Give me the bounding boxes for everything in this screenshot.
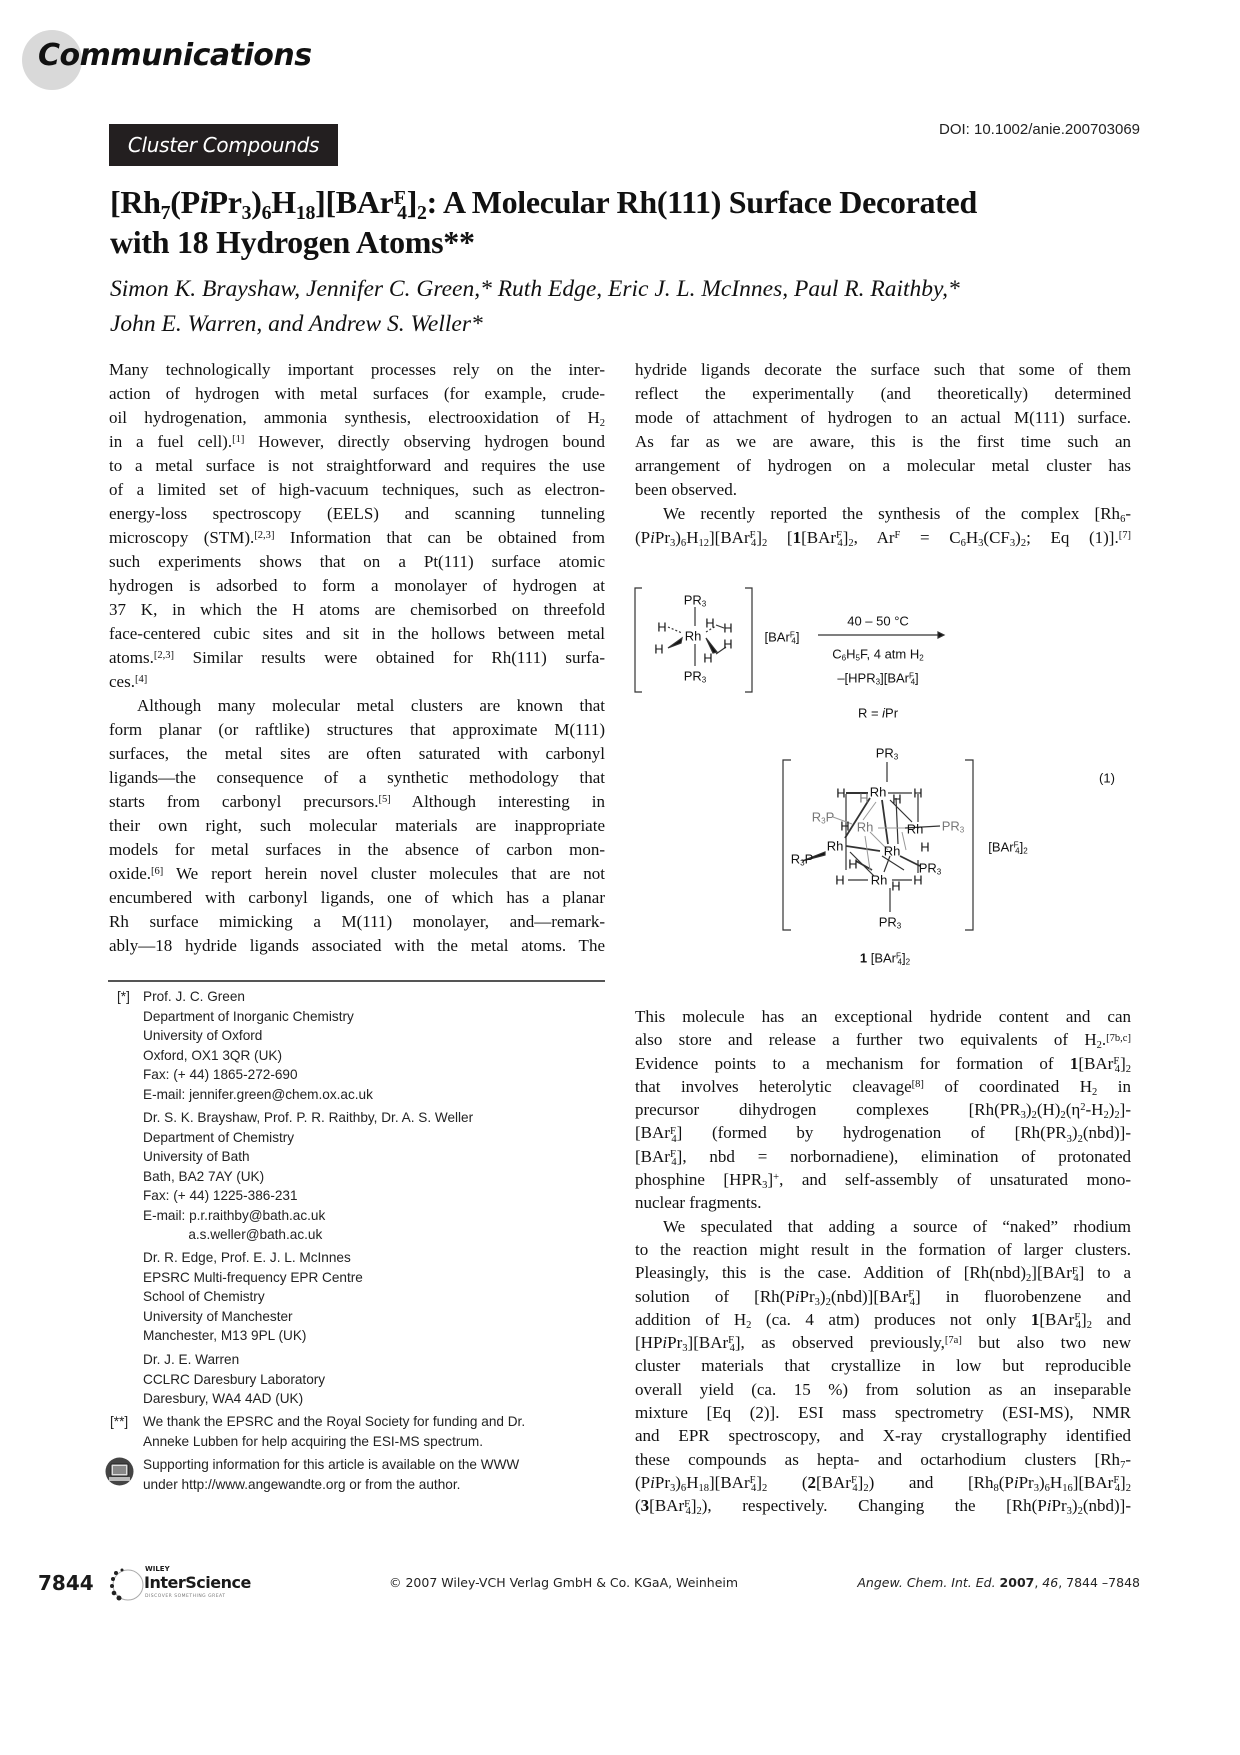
author-line: Simon K. Brayshaw, Jennifer C. Green,* Ruth Edge, Eric J. L. McInnes, Paul R. Raithby,* xyxy=(110,276,960,302)
text-line: Rh surface mimicking a M(111) monolayer, and—remark- xyxy=(109,912,605,931)
text-line: reflect the experimentally (and theoretically) determined xyxy=(635,384,1131,403)
interscience-logo xyxy=(108,1565,273,1605)
footnote-line: We thank the EPSRC and the Royal Society for funding and Dr. xyxy=(143,1414,526,1429)
affiliation-bath xyxy=(143,1108,473,1245)
text-line: oil hydrogenation, ammonia synthesis, electrooxidation of $H_2$ xyxy=(109,408,605,430)
footnote-line: a.s.weller@bath.ac.uk xyxy=(143,1227,323,1242)
footnote-line: University of Bath xyxy=(143,1149,250,1164)
text-line: We recently reported the synthesis of the complex [$Rh_6-$ xyxy=(663,504,1131,526)
text-line: to a metal surface is not straightforward and requires the use xyxy=(109,456,605,475)
logo-publisher: WILEY xyxy=(145,1565,170,1573)
text-line: [BAr$^F_4$], nbd = norbornadiene), elimination of protonated xyxy=(635,1146,1131,1168)
supporting-information xyxy=(143,1455,519,1494)
text-line: Evidence points to a mechanism for formation of $1[BAr^F_4]_2$ xyxy=(635,1053,1131,1075)
footnote-line: Department of Inorganic Chemistry xyxy=(143,1008,354,1024)
hydride-label: H xyxy=(723,620,733,636)
text-line: arrangement of hydrogen on a molecular metal cluster has xyxy=(635,456,1131,475)
product-rh-top: Rh xyxy=(869,784,887,800)
product-rh-bottom: Rh xyxy=(870,872,888,888)
text-line: also store and release a further two equivalents of $H_2.[7b,c]$ xyxy=(635,1030,1131,1052)
text-line: $(PiPr_3)_6H_{18}][BAr^F_4]_2$ $(2[BAr^F_4]_2)$ and $[Rh_8(PiPr_3)_6H_{16}][BAr^F_4]_2$ xyxy=(635,1472,1131,1495)
hydride-label: H xyxy=(920,839,930,855)
text-line: that involves heterolytic cleavage[8] of coordinated $H_2$ in xyxy=(635,1076,1131,1099)
product-r3p-back: $R_3P$ xyxy=(811,809,835,826)
text-line: microscopy (STM).[2,3] Information that can be obtained from xyxy=(109,528,605,547)
text-line: 37 K, in which the H atoms are chemisorbed on threefold xyxy=(109,600,605,619)
hydride-label: H xyxy=(836,785,846,801)
equation-number: (1) xyxy=(1099,770,1115,786)
text-line: in a fuel cell).[1] However, directly observing hydrogen bound xyxy=(109,432,605,451)
footnote-line: Anneke Lubben for help acquiring the ESI-MS spectrum. xyxy=(143,1433,484,1449)
hydride-label: H xyxy=(913,785,923,801)
text-line: and EPR spectroscopy, and X-ray crystallography identified xyxy=(635,1426,1131,1446)
product-r3p-left: $R_3P$ xyxy=(790,851,814,868)
text-line: We speculated that adding a source of “naked” rhodium xyxy=(663,1216,1131,1236)
text-line: nuclear fragments. xyxy=(635,1193,762,1213)
product-compound-label: 1 $[BAr^F_4]_2$ xyxy=(859,950,911,967)
footnote-line: Manchester, M13 9PL (UK) xyxy=(143,1328,307,1343)
affiliation-oxford xyxy=(143,987,373,1104)
text-line: ably—18 hydride ligands associated with the metal atoms. The xyxy=(109,936,605,955)
acknowledgement xyxy=(143,1412,525,1451)
text-line: face-centered cubic sites and sit in the hollows between metal xyxy=(109,624,605,643)
text-line: phosphine $[HPR_3]^+$, and self-assembly of unsaturated mono- xyxy=(635,1170,1131,1192)
author-line: John E. Warren, and Andrew S. Weller* xyxy=(110,311,483,337)
affiliation-daresbury xyxy=(143,1350,325,1409)
text-line: of a limited set of high-vacuum techniques, such as electron- xyxy=(109,480,605,499)
product-counterion: $[BAr^F_4]_2$ xyxy=(988,839,1028,856)
text-line: $(3[BAr^F_4]_2)$, respectively. Changing the $[Rh(PiPr_3)_2(nbd)]-$ xyxy=(635,1496,1131,1518)
text-line: hydride ligands decorate the surface such that some of them xyxy=(635,360,1131,379)
text-line: This molecule has an exceptional hydride content and can xyxy=(635,1007,1131,1026)
hydride-label: H xyxy=(723,636,733,652)
computer-icon xyxy=(105,1457,134,1486)
text-line: $(PiPr_3)_6H_{12}][BAr^F_4]_2$ [$1[BAr^F_4]_2$, $Ar^F = C_6H_3(CF_3)_2$; Eq (1)].[7] xyxy=(635,528,1131,550)
footnote-line: Dr. S. K. Brayshaw, Prof. P. R. Raithby, Dr. A. S. Weller xyxy=(143,1110,474,1125)
footnote-line: under http://www.angewandte.org or from the author. xyxy=(143,1476,461,1492)
product-rh-center: Rh xyxy=(883,843,901,859)
text-line: oxide.[6] We report herein novel cluster molecules that are not xyxy=(109,864,605,883)
hydride-label: H xyxy=(840,818,850,834)
affiliation-manchester xyxy=(143,1248,363,1346)
text-line: mixture [Eq (2)]. ESI mass spectrometry (ESI-MS), NMR xyxy=(635,1403,1131,1423)
logo-name: InterScience xyxy=(144,1573,251,1592)
body-right-column-top xyxy=(635,358,1131,550)
text-line: ligands—the consequence of a synthetic methodology that xyxy=(109,768,605,787)
product-rh-back: Rh xyxy=(856,819,874,835)
globe-icon xyxy=(108,1565,148,1605)
text-line: Pleasingly, this is the case. Addition of $[Rh(nbd)_2][BAr^F_4]$ to a xyxy=(635,1263,1132,1285)
footnote-line: Dr. J. E. Warren xyxy=(143,1352,240,1367)
product-rh-left: Rh xyxy=(826,838,844,854)
text-line: ces.[4] xyxy=(109,672,148,691)
text-line: surfaces, the metal sites are often saturated with carbonyl xyxy=(109,744,605,763)
footnote-line: CCLRC Daresbury Laboratory xyxy=(143,1371,326,1387)
bracket-left xyxy=(783,760,791,930)
footnote-line: University of Manchester xyxy=(143,1308,293,1324)
text-line: Many technologically important processes rely on the inter- xyxy=(109,360,605,379)
hydride-label: H xyxy=(703,650,713,666)
text-line: these compounds as hepta- and octarhodium clusters [$Rh_7-$ xyxy=(635,1449,1131,1471)
footnote-line: University of Oxford xyxy=(143,1028,263,1043)
product-pr3-top: $PR_3$ xyxy=(875,745,899,762)
text-line: form planar (or raftlike) structures that approximate M(111) xyxy=(109,720,605,739)
text-line: addition of $H_2$ (ca. 4 atm) produces not only $1[BAr^F_4]_2$ and xyxy=(635,1309,1132,1332)
hydride-label: H xyxy=(913,872,923,888)
product-pr3-lower-right: $PR_3$ xyxy=(918,860,942,877)
footnote-line: Fax: (+ 44) 1225-386-231 xyxy=(143,1188,298,1203)
copyright: © 2007 Wiley-VCH Verlag GmbH & Co. KGaA, Weinheim xyxy=(389,1575,739,1590)
hydride-label: H xyxy=(859,790,869,806)
footnotes xyxy=(0,0,620,1540)
text-line: starts from carbonyl precursors.[5] Although interesting in xyxy=(109,792,605,811)
reaction-temperature: 40 – 50 °C xyxy=(847,613,909,629)
r-group-definition: R = iPr xyxy=(857,705,899,721)
text-line: Although many molecular metal clusters are known that xyxy=(137,696,605,715)
body-right-column-bottom xyxy=(635,1005,1131,1518)
acknowledgement-marker: [**] xyxy=(110,1414,129,1429)
text-line: their own right, such molecular materials are inappropriate xyxy=(109,816,605,835)
hydride-label: H xyxy=(705,615,715,631)
hydride-label: H xyxy=(835,872,845,888)
bracket-left xyxy=(635,588,642,692)
logo-tagline: DISCOVER SOMETHING GREAT xyxy=(145,1594,226,1599)
footnote-marker: [*] xyxy=(117,989,130,1004)
hydride-label: H xyxy=(848,856,858,872)
product-pr3-right: $PR_3$ xyxy=(941,818,965,835)
hydride-label: H xyxy=(892,791,902,807)
hydride-label: H xyxy=(657,619,667,635)
reactant-pr3-bottom: $PR_3$ xyxy=(683,668,707,685)
bracket-right xyxy=(965,760,973,930)
journal-reference: Angew. Chem. Int. Ed. 2007, 46, 7844 –7848 xyxy=(857,1575,1140,1590)
product-pr3-bottom: $PR_3$ xyxy=(878,914,902,931)
footnote-line: Dr. R. Edge, Prof. E. J. L. McInnes xyxy=(143,1250,351,1265)
section-heading: Communications xyxy=(38,38,312,73)
category-label: Cluster Compounds xyxy=(109,124,338,166)
footnote-line: E-mail: jennifer.green@chem.ox.ac.uk xyxy=(143,1086,373,1102)
text-line: action of hydrogen with metal surfaces (for example, crude- xyxy=(109,384,605,403)
text-line: such experiments shows that on a Pt(111) surface atomic xyxy=(109,552,605,571)
reactant-rh: Rh xyxy=(684,628,702,644)
product-rh-right: Rh xyxy=(906,821,924,837)
text-line: to the reaction might result in the formation of larger clusters. xyxy=(635,1239,1131,1259)
text-line: solution of $[Rh(PiPr_3)_2(nbd)][BAr^F_4]$ in fluorobenzene and xyxy=(635,1286,1131,1308)
text-line: atoms.[2,3] Similar results were obtained for Rh(111) surfa- xyxy=(109,648,605,667)
footnote-line: Fax: (+ 44) 1865-272-690 xyxy=(143,1067,298,1082)
title-line: $[Rh_7(PiPr_3)_6H_{18}][BAr^F_4]_2$: A Molecular Rh(111) Surface Decorated xyxy=(110,184,977,224)
text-line: hydrogen is adsorbed to form a monolayer of hydrogen at xyxy=(109,576,605,595)
page-number: 7844 xyxy=(38,1571,94,1595)
reaction-conditions: $C_6H_5F$, 4 atm $H_2$ xyxy=(832,646,924,663)
reactant-counterion: [BAr$^F_4$] xyxy=(764,629,800,646)
bracket-right xyxy=(745,588,752,692)
text-line: [BAr$^F_4$] (formed by hydrogenation of $[Rh(PR_3)_2(nbd)]-$ xyxy=(635,1123,1131,1145)
footnote-line: Oxford, OX1 3QR (UK) xyxy=(143,1047,282,1063)
text-line: precursor dihydrogen complexes $[Rh(PR_3)_2(H)_2(\eta^2-H_2)_2]-$ xyxy=(635,1100,1131,1122)
text-line: been observed. xyxy=(635,480,737,499)
text-line: mode of attachment of hydrogen to an actual M(111) surface. xyxy=(635,408,1131,427)
hydride-label: H xyxy=(654,641,664,657)
hydride-label: H xyxy=(891,878,901,894)
reactant-pr3-top: $PR_3$ xyxy=(683,592,707,609)
footnote-line: Prof. J. C. Green xyxy=(143,989,245,1004)
footnote-line: E-mail: p.r.raithby@bath.ac.uk xyxy=(143,1207,326,1223)
text-line: cluster materials that crystallize in low but reproducible xyxy=(635,1356,1131,1376)
text-line: energy-loss spectroscopy (EELS) and scanning tunneling xyxy=(109,504,605,523)
footnote-line: EPSRC Multi-frequency EPR Centre xyxy=(143,1269,363,1285)
reaction-scheme xyxy=(620,570,1140,980)
footnote-line: Supporting information for this article is available on the WWW xyxy=(143,1457,520,1472)
text-line: encumbered with carbonyl ligands, one of which has a planar xyxy=(109,888,605,907)
footnote-line: Daresbury, WA4 4AD (UK) xyxy=(143,1391,304,1406)
reaction-byproduct: $-[HPR_3][BAr^F_4]$ xyxy=(837,670,919,687)
text-line: [HPiPr$_3$][BAr$^F_4$], as observed previously,[7a] but also two new xyxy=(635,1333,1131,1355)
footnote-line: Department of Chemistry xyxy=(143,1129,295,1145)
doi: DOI: 10.1002/anie.200703069 xyxy=(939,121,1140,138)
title-line: with 18 Hydrogen Atoms** xyxy=(110,224,475,260)
text-line: models for metal surfaces in the absence of carbon mon- xyxy=(109,840,605,859)
text-line: As far as we are aware, this is the first time such an xyxy=(635,432,1131,451)
footnote-line: School of Chemistry xyxy=(143,1289,265,1304)
text-line: overall yield (ca. 15 %) from solution as an inseparable xyxy=(635,1379,1131,1399)
footnote-line: Bath, BA2 7AY (UK) xyxy=(143,1168,265,1184)
